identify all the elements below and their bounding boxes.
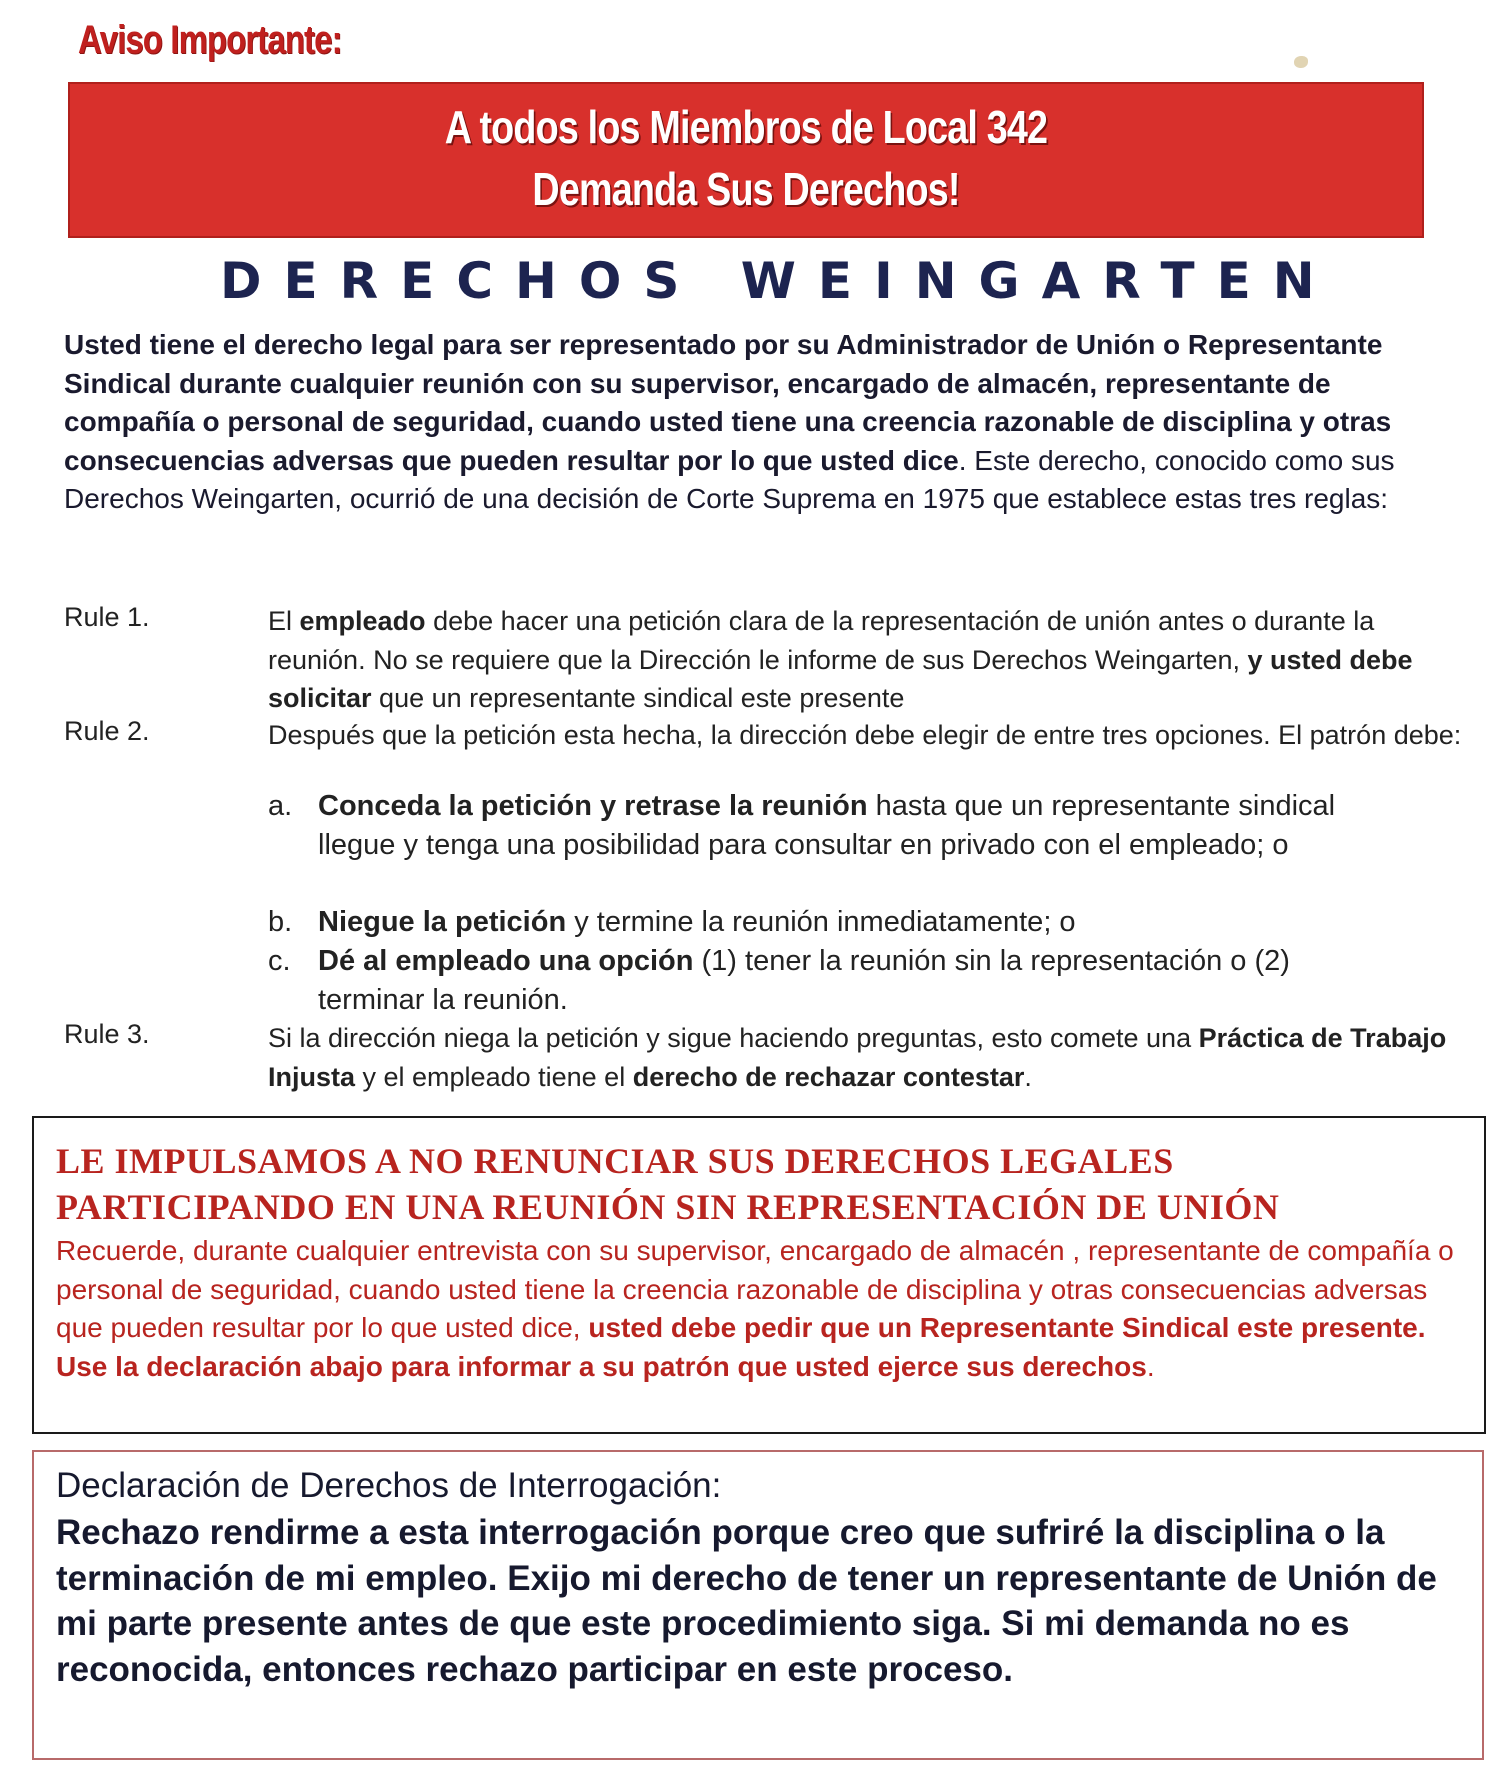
warning-heading-1: LE IMPULSAMOS A NO RENUNCIAR SUS DERECHOS LEGALES (56, 1141, 1174, 1181)
option-b-letter: b. (268, 906, 293, 938)
rule-3-b: Práctica de Trabajo Injusta (268, 1023, 1447, 1092)
option-a-letter: a. (268, 790, 293, 822)
option-b-bold: Niegue la petición (318, 906, 567, 938)
declaration-box (32, 1450, 1484, 1760)
warning-body-normal: Recuerde, durante cualquier entrevista con su supervisor, encargado de almacén , representante de compañía o personal de seguridad, cuando usted tiene la creencia razonable de disciplina y otras consecuencias adversas que pueden resultar por lo que usted dice, (56, 1235, 1454, 1343)
paper-stain (1294, 56, 1308, 68)
banner-line-2: Demanda Sus Derechos! (532, 163, 960, 215)
rule-1-c: debe hacer una petición clara de la representación de unión antes o durante la reunión. No se requiere que la Dirección le informe de sus Derechos Weingarten, (268, 606, 1375, 675)
declaration-title: Declaración de Derechos de Interrogación: (56, 1466, 722, 1505)
rule-1-e: que un representante sindical este presente (371, 683, 905, 713)
option-a-bold: Conceda la petición y retrase la reunión (318, 790, 868, 822)
option-a-body (318, 787, 1398, 864)
intro-bold: Usted tiene el derecho legal para ser representado por su Administrador de Unión o Representante Sindical durante cualquier reunión con su supervisor, encargado de almacén, representante de compañía o personal de seguridad, cuando usted tiene una creencia razonable de disciplina y otras consecuencias adversas que pueden resultar por lo que usted dice (64, 329, 1392, 476)
warning-body-bold: usted debe pedir que un Representante Sindical este presente. Use la declaración abajo para informar a su patrón que usted ejerce sus derechos (56, 1312, 1426, 1382)
rule-3-a: Si la dirección niega la petición y sigue haciendo preguntas, esto comete una (268, 1023, 1199, 1053)
rule-1-label: Rule 1. (64, 602, 150, 632)
rule-1-d: y usted debe solicitar (268, 644, 1413, 713)
rule-3-text (268, 1019, 1478, 1096)
page-title: DERECHOS WEINGARTEN (220, 252, 1337, 310)
aviso-heading: Aviso Importante: (78, 18, 342, 62)
rule-1-b: empleado (299, 606, 426, 636)
rule-1-text (268, 602, 1478, 718)
option-a-text: hasta que un representante sindical llegue y tenga una posibilidad para consultar en privado con el empleado; o (318, 790, 1336, 861)
option-b-text: y termine la reunión inmediatamente; o (566, 906, 1076, 938)
option-c-bold: Dé al empleado una opción (318, 945, 694, 977)
rule-2-label: Rule 2. (64, 716, 150, 746)
red-banner (68, 82, 1424, 238)
rule-2-text: Después que la petición esta hecha, la dirección debe elegir de entre tres opciones. El patrón debe: (268, 720, 1462, 750)
option-c-text: (1) tener la reunión sin la representación o (2) terminar la reunión. (318, 945, 1290, 1016)
declaration-body: Rechazo rendirme a esta interrogación porque creo que sufriré la disciplina o la terminación de mi empleo. Exijo mi derecho de tener un representante de Unión de mi parte presente antes de que este procedimiento siga. Si mi demanda no es reconocida, entonces rechazo participar en este proceso. (56, 1513, 1437, 1689)
rule-1-a: El (268, 606, 300, 636)
banner-line-1: A todos los Miembros de Local 342 (444, 101, 1048, 153)
warning-heading-2: PARTICIPANDO EN UNA REUNIÓN SIN REPRESENTACIÓN DE UNIÓN (56, 1187, 1280, 1227)
option-c-letter: c. (268, 945, 291, 977)
warning-body (56, 1232, 1476, 1386)
rule-3-d: derecho de rechazar contestar (632, 1061, 1025, 1092)
option-b-body (318, 903, 1398, 942)
rule-3-e: . (1024, 1061, 1032, 1092)
intro-paragraph (64, 326, 1424, 519)
rule-3-c: y el empleado tiene el (355, 1061, 633, 1092)
warning-body-end: . (1146, 1350, 1155, 1382)
intro-normal: . Este derecho, conocido como sus Derechos Weingarten, ocurrió de una decisión de Corte Suprema en 1975 que establece estas tres reglas: (64, 444, 1395, 514)
warning-box (32, 1116, 1486, 1434)
rule-3-label: Rule 3. (64, 1019, 150, 1049)
option-c-body (318, 942, 1398, 1019)
